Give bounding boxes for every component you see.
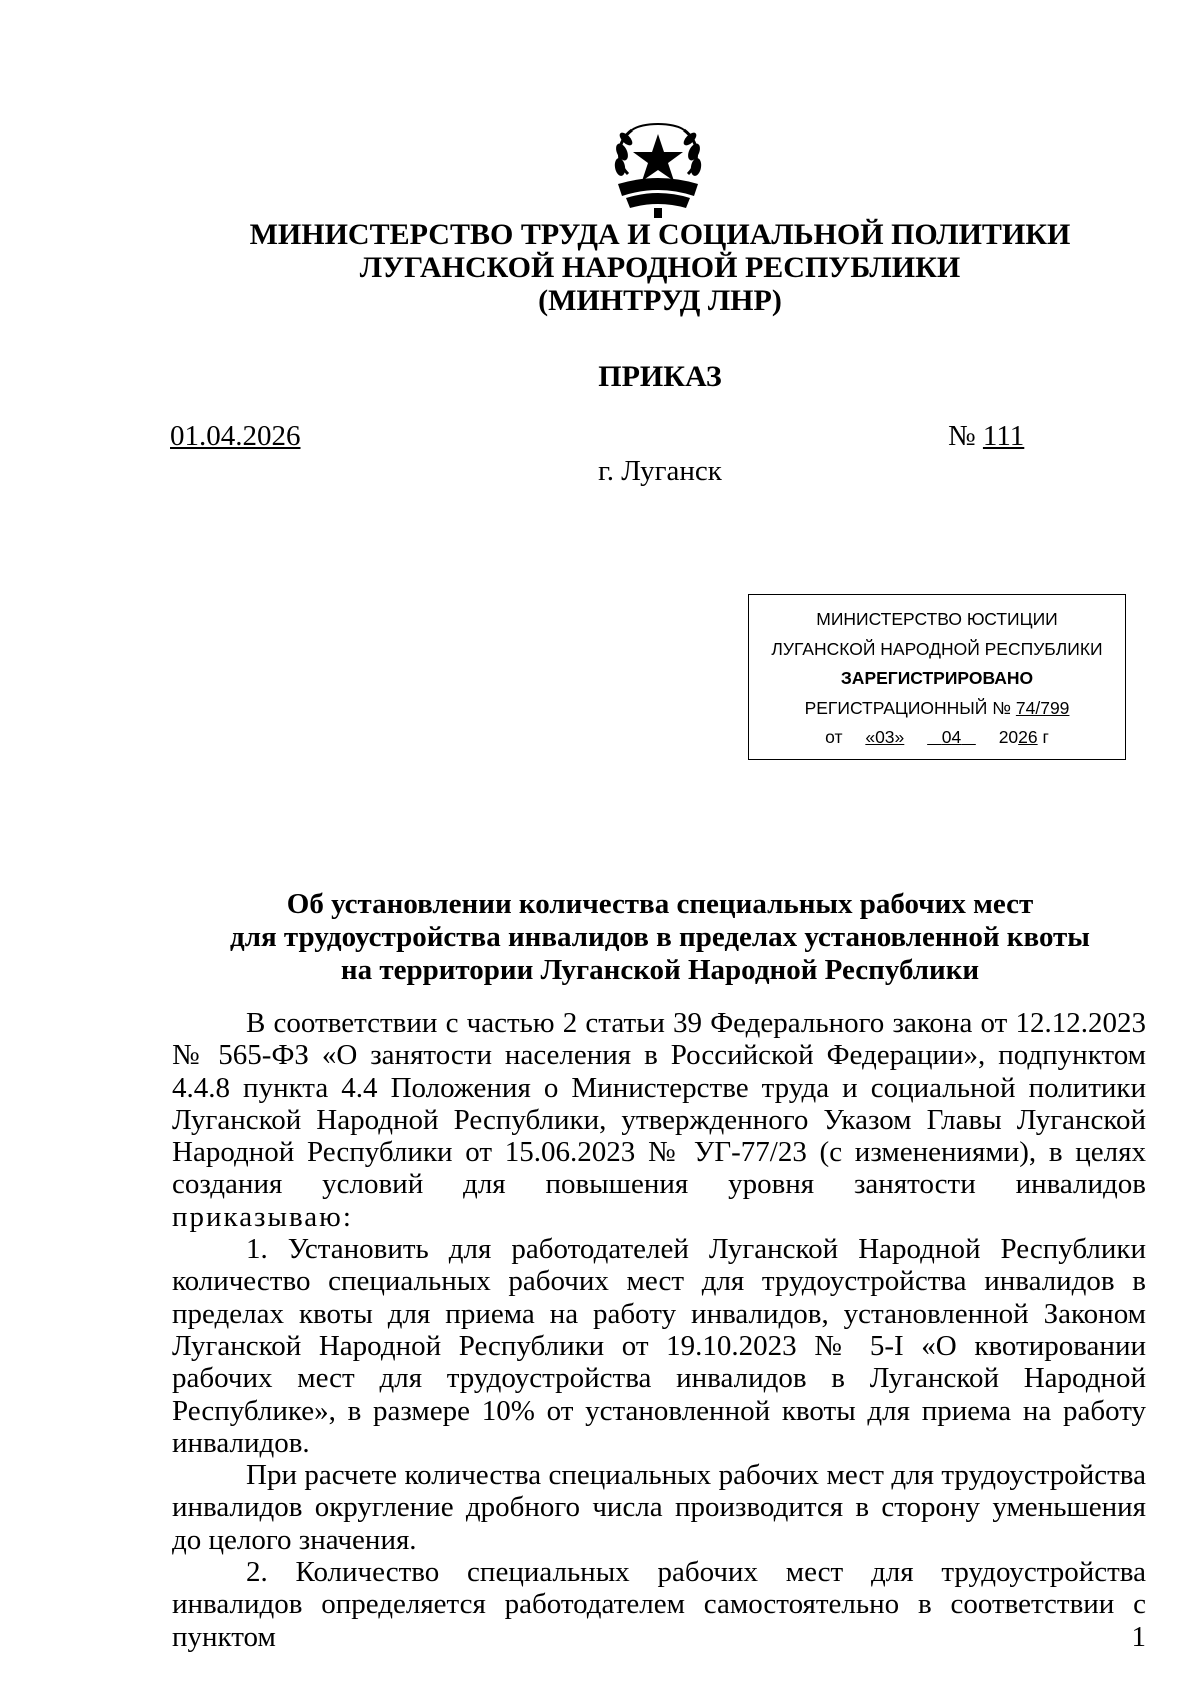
preamble-paragraph: В соответствии с частью 2 статьи 39 Федерального закона от 12.12.2023 № 565-ФЗ «О занятости населения в Российской Федерации», подпунктом 4.4.8 пункта 4.4 Положения о Министерстве труда и социальной политики Луганской Народной Республики, утвержденного Указом Главы Луганской Народной Республики от 15.06.2023 № УГ-77/23 (с изменениями), в целях создания условий для повышения уровня занятости инвалидов	[172, 1007, 1146, 1201]
stamp-line1: МИНИСТЕРСТВО ЮСТИЦИИ	[816, 609, 1058, 629]
item-1-paragraph: 1. Установить для работодателей Луганской Народной Республики количество специальных рабочих мест для трудоустройства инвалидов в пределах квоты для приема на работу инвалидов, установленной Законом Луганской Народной Республики от 19.10.2023 № 5-I «О квотировании рабочих мест для трудоустройства инвалидов в Луганской Народной Республике», в размере 10% от установленной квоты для приема на работу инвалидов.	[172, 1233, 1146, 1459]
ministry-name-line1: МИНИСТЕРСТВО ТРУДА И СОЦИАЛЬНОЙ ПОЛИТИКИ	[249, 218, 1071, 251]
order-date: 01.04.2026	[170, 420, 301, 452]
item-1-note-paragraph: При расчете количества специальных рабочих мест для трудоустройства инвалидов округление дробного числа производится в сторону уменьшения до целого значения.	[172, 1459, 1146, 1556]
stamp-status: ЗАРЕГИСТРИРОВАНО	[840, 668, 1034, 688]
stamp-year-suffix: 26	[1018, 727, 1038, 747]
stamp-month-value: 04	[941, 727, 962, 747]
registration-stamp	[748, 594, 1126, 760]
order-city: г. Луганск	[598, 455, 722, 487]
stamp-reg-row	[749, 694, 1125, 724]
item-2-paragraph: 2. Количество специальных рабочих мест для трудоустройства инвалидов определяется работодателем самостоятельно в соответствии с пунктом 1	[172, 1556, 1146, 1653]
ministry-name	[160, 218, 1160, 317]
order-number	[948, 420, 1024, 453]
order-number-prefix: №	[948, 420, 976, 452]
stamp-year	[999, 727, 1038, 747]
stamp-line2: ЛУГАНСКОЙ НАРОДНОЙ РЕСПУБЛИКИ	[771, 638, 1103, 659]
orders-word	[172, 1201, 1146, 1233]
ministry-name-line3: (МИНТРУД ЛНР)	[538, 284, 782, 317]
ministry-name-line2: ЛУГАНСКОЙ НАРОДНОЙ РЕСПУБЛИКИ	[359, 251, 961, 284]
stamp-month	[927, 727, 976, 747]
stamp-reg-number: 74/799	[1015, 697, 1070, 718]
document-type: ПРИКАЗ	[598, 360, 722, 393]
document-title	[160, 888, 1160, 987]
stamp-day: «03»	[865, 727, 905, 747]
title-line2: для трудоустройства инвалидов в пределах установленной квоты	[230, 921, 1090, 953]
stamp-date-row	[749, 723, 1125, 753]
stamp-reg-label: РЕГИСТРАЦИОННЫЙ №	[804, 697, 1012, 718]
stamp-from: от	[825, 727, 843, 747]
document-body	[172, 1007, 1146, 1653]
stamp-year-prefix: 20	[998, 727, 1019, 747]
title-line1: Об установлении количества специальных рабочих мест	[286, 888, 1034, 920]
coat-of-arms-emblem	[598, 112, 718, 222]
orders-word-text: приказываю:	[172, 1200, 353, 1233]
stamp-year-unit: г	[1042, 727, 1049, 747]
title-line3: на территории Луганской Народной Республики	[340, 954, 980, 986]
order-number-value: 111	[982, 420, 1025, 452]
